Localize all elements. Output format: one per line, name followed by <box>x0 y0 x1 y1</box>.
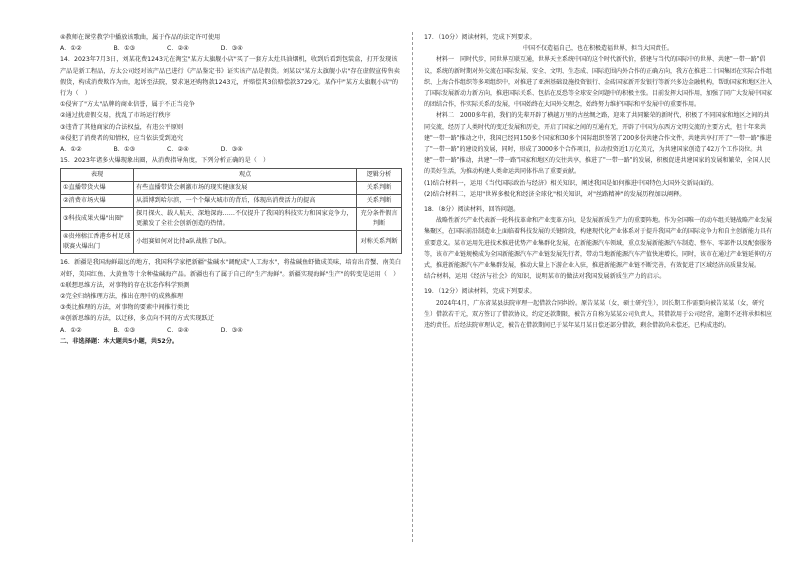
table-cell: 从淄博到哈尔滨，一个个爆火城市的背后，体现出消费活力的提高 <box>134 195 357 208</box>
q19-stem: 19．（12分）阅读材料，完成下列要求。 <box>424 288 536 296</box>
table-row <box>61 182 402 195</box>
q17-stem: 17．（10分）阅读材料，完成下列要求。 <box>424 34 536 41</box>
q13-option-a[interactable]: A．①② <box>60 45 82 53</box>
q14-option-a[interactable]: A．①② <box>60 146 82 154</box>
table-cell: ③科技成果火爆"出圈" <box>61 208 134 231</box>
q18-material: 战略性新兴产业代表新一轮科技革命和产业变革方向，是发展新质生产力的重要阵地。作为全国唯一的动车组关键战略产业发展集聚区，在国际前沿制造业上面临着科技发展的关键阶段，构建现代化产业体系对于提升我国产业的国际竞争力和自主创新能力具有重要意义。某市运用先进技术推进优势产业集群化发展，在新能源汽车领域，重点发展新能源汽车制造、整车、零部件以及配套服务等，该市产业链规模成为全国新能源汽车产业链发展先行者，带动当地新能源汽车产值快速增长，同时，该市在通过产业链延伸的方式，推进新能源汽车产业集群发展，推动大量上下游企业入驻，推进新能源产业链不断完善，有效促进了区域经济高质量发展。 <box>424 217 773 270</box>
q14-item-3: ③违背了其他商家的合法权益，有违公平原则 <box>60 123 184 131</box>
q16-item-4: ④创新思维的方法，以迁移，多点向不同的方式实现跃迁 <box>60 315 215 323</box>
q14-option-d[interactable]: D．③④ <box>220 146 243 154</box>
table-cell: 对称关系判断 <box>357 231 402 254</box>
q14-option-c[interactable]: C．②④ <box>167 146 189 154</box>
table-row <box>61 195 402 208</box>
q13-options <box>60 43 402 54</box>
q19-material: 2024年4月，广东省某县法院审理一起借款合同纠纷。原告某某（女，硕士研究生），因长期工作需要向被告某某（女，研究生）借款若干元，双方签订了借款协议，约定还款期限，被告方自称为某某公司负责人，其借款用于公司经营，逾期不还将承担相应违约责任。后经法院审理认定，被告在借款期间已于某年某月某日偿还部分借款，剩余借款尚未偿还，已构成违约。 <box>424 299 773 330</box>
q14-item-4: ④侵犯了消费者的知情权，应当依法受到追究 <box>60 134 184 142</box>
table-cell: ②消费市场火爆 <box>61 195 134 208</box>
q14-options <box>60 144 402 155</box>
q14-item-2: ②通过扰虚假交易，扰乱了市场运行秩序 <box>60 112 171 120</box>
q13-item-4: ④教师在课堂教学中播放该歌曲，属于作品的法定许可使用 <box>60 34 221 41</box>
table-cell: 探月探火、载人航天、深地深海……不仅提升了我国的科技实力和国家竞争力，更激发了全社会创新创造的热情。 <box>134 208 357 231</box>
q14-item-1: ①侵害了"方太"品牌的商业信誉，属于不正当竞争 <box>60 101 195 109</box>
q18-stem: 18．（8分）阅读材料，回答问题。 <box>424 206 520 214</box>
q16-option-d[interactable]: D．③④ <box>220 326 243 334</box>
q14-stem: 14．2023年7月3日，刘某花费1243元在淘宝"某方太旗舰小店"买了一套方太灶具油烟机，收到后看到包装盒，打开发现该产品是新工程品，方太公司经对该产品已进行《产品鉴定书》证实该产品是假货。刘某以"某方太旗舰小店"存在虚假宣传售卖假货，构成消费欺诈为由，起诉至法院，要求退还购物款1243元，并赔偿其3倍赔偿款3729元。某作中"某方太旗舰小店"的行为（ ） <box>60 56 400 98</box>
q15-stem: 15．2023年诸多火爆现象出圈，从消费指导角度，下列分析正确的是（ ） <box>60 157 270 165</box>
q15-table <box>60 168 402 254</box>
table-cell: 关系判断 <box>357 182 402 195</box>
q16-options <box>60 325 402 336</box>
q16-option-b[interactable]: B．①③ <box>113 326 136 334</box>
q16-item-3: ③类比推理的方法，对事物的要素中间推行类比 <box>60 304 190 312</box>
q16-item-2: ②完全归纳推理方法，推出在理中的成熟推理 <box>60 293 184 301</box>
table-cell: ①直播带货火爆 <box>61 182 134 195</box>
table-cell: 关系判断 <box>357 195 402 208</box>
q16-item-1: ①联想思维方法，对事物的存在状态作科学预测 <box>60 281 190 289</box>
left-column <box>60 32 402 347</box>
q16-option-a[interactable]: A．①② <box>60 326 82 334</box>
table-row <box>61 231 402 254</box>
part-two-heading: 二、非选择题：本大题共5小题，共52分。 <box>60 337 179 345</box>
q18-task: 结合材料，运用《经济与社会》的知识，说明某市的做法对我国发展新质生产力的启示。 <box>424 273 666 281</box>
q16-option-c[interactable]: C．②④ <box>167 326 189 334</box>
table-header-cell: 逻辑分析 <box>357 169 402 182</box>
q16-stem: 16．新疆是我国海鲜最远的地方，我国科学家把新疆"盐碱水"调配成"人工海水"，将盐碱鱼虾做成美味，培育出青蟹、南美白对虾，美国红鱼、大黄鱼等十余种盐碱海产品。新疆也有了属于自己的"生产海鲜"。新疆实现海鲜"生产"的转变是运用（ ） <box>60 259 402 278</box>
q17-material-1: 材料一 同时代步，同世界互联互通，世界天主系统中国的这个时代新代价，搭建与当代的国际中的世界、共建"一带一路"倡议，系统的新时期对外交流在国际发展、安全、文明、生态成、国际范围内外合作的正确方向，我方在推进二十国集团在实际合作组织、上海合作组织等多项组织中，对推进了亚洲基础设施投资银行、金砖国家新开发银行等新兴多边金融机构，帮助国家和地区注入了国际发展新动力新方向，推进国际关系、包括在反恐等全球安全问题中的积极主张。目前发挥大国作用，加强了同广大发展中国家的团结合作，作实际关系的发展，中国始终在大国外交理念，始终努力维护国际和平发展中的重要作用。 <box>424 56 773 109</box>
table-cell: 有些直播带货会刺激市场的现实健康发展 <box>134 182 357 195</box>
table-cell: ④贵州榕江香港乡村足球联赛火爆出门 <box>61 231 134 254</box>
table-row <box>61 208 402 231</box>
table-cell: 充分条件假言判断 <box>357 208 402 231</box>
q17-task-1: (1)结合材料一，运用《当代国际政治与经济》相关知识，阐述我国是如何推进中国特色大国外交新局面的。 <box>424 179 718 187</box>
q14-option-b[interactable]: B．①③ <box>113 146 136 154</box>
q17-material-title: 中国不仅造福自己，也在积极造福世界，担当大国责任。 <box>522 45 673 53</box>
column-divider <box>412 32 413 542</box>
table-header-row <box>61 169 402 182</box>
q13-option-b[interactable]: B．①③ <box>113 45 136 53</box>
table-cell: 小组赛如何对比持a队战胜了b队。 <box>134 231 357 254</box>
q17-material-2: 材料二 2000多年前，我们的先辈开辟了横越万里的古丝绸之路，迎来了共同繁荣的新时代，积极了不同国家和地区之间的共同交流，经历了人类时代的变迁发展和历史，开启了国家之间的互通有无，开辟了中国为东西方文明交流的主要方式，但十年来共建"一带一路"推动之中，我国已经同150多个国家和30多个国际组织签署了200多份共建合作文件，共建共享打开了"一带一路"推进了"一带一路"的建设的发展，同时，形成了3000多个合作项目，拉动投资近1万亿美元，为共建国家创造了42万个工作岗位。共建"一带一路"推动，共建"一带一路"国家和地区的交往共享，推进了"一带一路"的发展，积极促进共建国家的发展和繁荣，全国人民的美好生活，为推动构建人类命运共同体作出了重要贡献。 <box>424 112 772 176</box>
table-header-cell: 观点 <box>134 169 357 182</box>
q13-option-d[interactable]: D．③④ <box>220 45 243 53</box>
q17-task-2: (2)结合材料二，运用"世界多极化和经济全球化"相关知识，对"丝路精神"的发展历程加以阐释。 <box>424 190 686 198</box>
right-column <box>424 32 772 331</box>
q13-option-c[interactable]: C．②④ <box>167 45 189 53</box>
table-header-cell: 表现 <box>61 169 134 182</box>
